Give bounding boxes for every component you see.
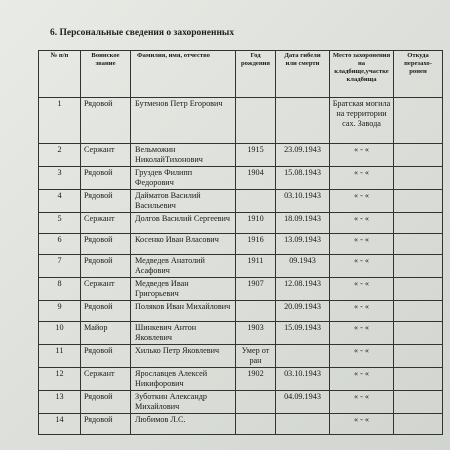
cell-number: 8 xyxy=(39,278,81,301)
cell-name: Груздев Филипп Федорович xyxy=(131,167,236,190)
column-header-number: № п/п xyxy=(39,51,81,98)
column-header-birth-year: Год рождения xyxy=(236,51,276,98)
cell-name: Медведев Иван Григорьевич xyxy=(131,278,236,301)
cell-birth-year xyxy=(236,190,276,213)
cell-number: 13 xyxy=(39,391,81,414)
cell-name: Вельможин НиколайТихонович xyxy=(131,144,236,167)
cell-reburied-from xyxy=(394,278,443,301)
cell-burial-place: Братская могила на территории сах. Завода xyxy=(330,98,394,144)
cell-burial-place: « - « xyxy=(330,278,394,301)
cell-number: 5 xyxy=(39,213,81,234)
cell-burial-place: « - « xyxy=(330,368,394,391)
cell-burial-place: « - « xyxy=(330,322,394,345)
cell-number: 11 xyxy=(39,345,81,368)
cell-birth-year: 1910 xyxy=(236,213,276,234)
cell-number: 2 xyxy=(39,144,81,167)
cell-reburied-from xyxy=(394,322,443,345)
cell-burial-place: « - « xyxy=(330,301,394,322)
cell-death-date: 09.1943 xyxy=(276,255,330,278)
cell-reburied-from xyxy=(394,234,443,255)
cell-death-date: 15.09.1943 xyxy=(276,322,330,345)
cell-number: 7 xyxy=(39,255,81,278)
table-row xyxy=(39,301,443,322)
table-row xyxy=(39,278,443,301)
cell-burial-place: « - « xyxy=(330,414,394,435)
cell-reburied-from xyxy=(394,255,443,278)
cell-burial-place: « - « xyxy=(330,213,394,234)
cell-name: Медведев Анатолий Асафович xyxy=(131,255,236,278)
table-row xyxy=(39,167,443,190)
cell-rank: Рядовой xyxy=(81,98,131,144)
cell-name: Бутменов Петр Егорович xyxy=(131,98,236,144)
cell-rank: Рядовой xyxy=(81,391,131,414)
cell-reburied-from xyxy=(394,301,443,322)
table-row xyxy=(39,368,443,391)
cell-death-date: 13.09.1943 xyxy=(276,234,330,255)
cell-rank: Сержант xyxy=(81,368,131,391)
cell-birth-year xyxy=(236,391,276,414)
cell-rank: Рядовой xyxy=(81,234,131,255)
cell-birth-year: 1903 xyxy=(236,322,276,345)
cell-death-date: 04.09.1943 xyxy=(276,391,330,414)
table-row xyxy=(39,234,443,255)
column-header-rank: Воинское звание xyxy=(81,51,131,98)
cell-reburied-from xyxy=(394,144,443,167)
cell-number: 9 xyxy=(39,301,81,322)
cell-rank: Майор xyxy=(81,322,131,345)
cell-name: Долгов Василий Сергеевич xyxy=(131,213,236,234)
cell-death-date: 03.10.1943 xyxy=(276,190,330,213)
cell-birth-year: Умер от ран xyxy=(236,345,276,368)
cell-number: 12 xyxy=(39,368,81,391)
cell-name: Дайматов Василий Васильевич xyxy=(131,190,236,213)
cell-reburied-from xyxy=(394,98,443,144)
cell-rank: Рядовой xyxy=(81,414,131,435)
table-row xyxy=(39,213,443,234)
cell-name: Косенко Иван Власович xyxy=(131,234,236,255)
cell-reburied-from xyxy=(394,368,443,391)
cell-reburied-from xyxy=(394,167,443,190)
cell-death-date: 23.09.1943 xyxy=(276,144,330,167)
table-row xyxy=(39,391,443,414)
cell-rank: Рядовой xyxy=(81,255,131,278)
cell-name: Поляков Иван Михайлович xyxy=(131,301,236,322)
cell-name: Зуботкин Александр Михайлович xyxy=(131,391,236,414)
cell-burial-place: « - « xyxy=(330,234,394,255)
cell-burial-place: « - « xyxy=(330,255,394,278)
cell-death-date: 18.09.1943 xyxy=(276,213,330,234)
cell-rank: Рядовой xyxy=(81,190,131,213)
cell-burial-place: « - « xyxy=(330,345,394,368)
table-row xyxy=(39,190,443,213)
cell-burial-place: « - « xyxy=(330,167,394,190)
cell-reburied-from xyxy=(394,345,443,368)
cell-death-date: 12.08.1943 xyxy=(276,278,330,301)
column-header-reburied-from: Откуда перезахо-ронен xyxy=(394,51,443,98)
cell-number: 4 xyxy=(39,190,81,213)
cell-name: Шинкевич Антон Яковлевич xyxy=(131,322,236,345)
cell-reburied-from xyxy=(394,391,443,414)
column-header-name: Фамилия, имя, отчество xyxy=(131,51,236,98)
table-row xyxy=(39,144,443,167)
cell-birth-year: 1911 xyxy=(236,255,276,278)
table-header-row xyxy=(39,51,443,98)
table-row xyxy=(39,98,443,144)
cell-rank: Рядовой xyxy=(81,301,131,322)
column-header-death-date: Дата гибели или смерти xyxy=(276,51,330,98)
cell-reburied-from xyxy=(394,190,443,213)
cell-burial-place: « - « xyxy=(330,190,394,213)
cell-number: 3 xyxy=(39,167,81,190)
cell-reburied-from xyxy=(394,414,443,435)
table-row xyxy=(39,255,443,278)
cell-birth-year xyxy=(236,98,276,144)
cell-birth-year: 1904 xyxy=(236,167,276,190)
cell-number: 14 xyxy=(39,414,81,435)
cell-death-date: 15.08.1943 xyxy=(276,167,330,190)
cell-number: 10 xyxy=(39,322,81,345)
cell-birth-year: 1907 xyxy=(236,278,276,301)
table-row xyxy=(39,322,443,345)
cell-birth-year xyxy=(236,301,276,322)
cell-birth-year: 1916 xyxy=(236,234,276,255)
cell-death-date: 20.09.1943 xyxy=(276,301,330,322)
cell-rank: Сержант xyxy=(81,213,131,234)
cell-death-date xyxy=(276,345,330,368)
cell-rank: Рядовой xyxy=(81,345,131,368)
cell-rank: Сержант xyxy=(81,144,131,167)
cell-burial-place: « - « xyxy=(330,144,394,167)
cell-number: 6 xyxy=(39,234,81,255)
burials-table xyxy=(38,50,443,435)
cell-reburied-from xyxy=(394,213,443,234)
cell-birth-year: 1902 xyxy=(236,368,276,391)
cell-name: Любимов Л.С. xyxy=(131,414,236,435)
table-row xyxy=(39,414,443,435)
cell-rank: Рядовой xyxy=(81,167,131,190)
section-heading: 6. Персональные сведения о захороненных xyxy=(50,28,235,38)
cell-death-date: 03.10.1943 xyxy=(276,368,330,391)
column-header-burial-place: Место захоронения на кладбище,участке кладбища xyxy=(330,51,394,98)
cell-death-date xyxy=(276,414,330,435)
cell-rank: Сержант xyxy=(81,278,131,301)
cell-burial-place: « - « xyxy=(330,391,394,414)
cell-death-date xyxy=(276,98,330,144)
cell-birth-year xyxy=(236,414,276,435)
cell-number: 1 xyxy=(39,98,81,144)
cell-name: Хилько Петр Яковлевич xyxy=(131,345,236,368)
cell-birth-year: 1915 xyxy=(236,144,276,167)
table-row xyxy=(39,345,443,368)
cell-name: Ярославцев Алексей Никифорович xyxy=(131,368,236,391)
